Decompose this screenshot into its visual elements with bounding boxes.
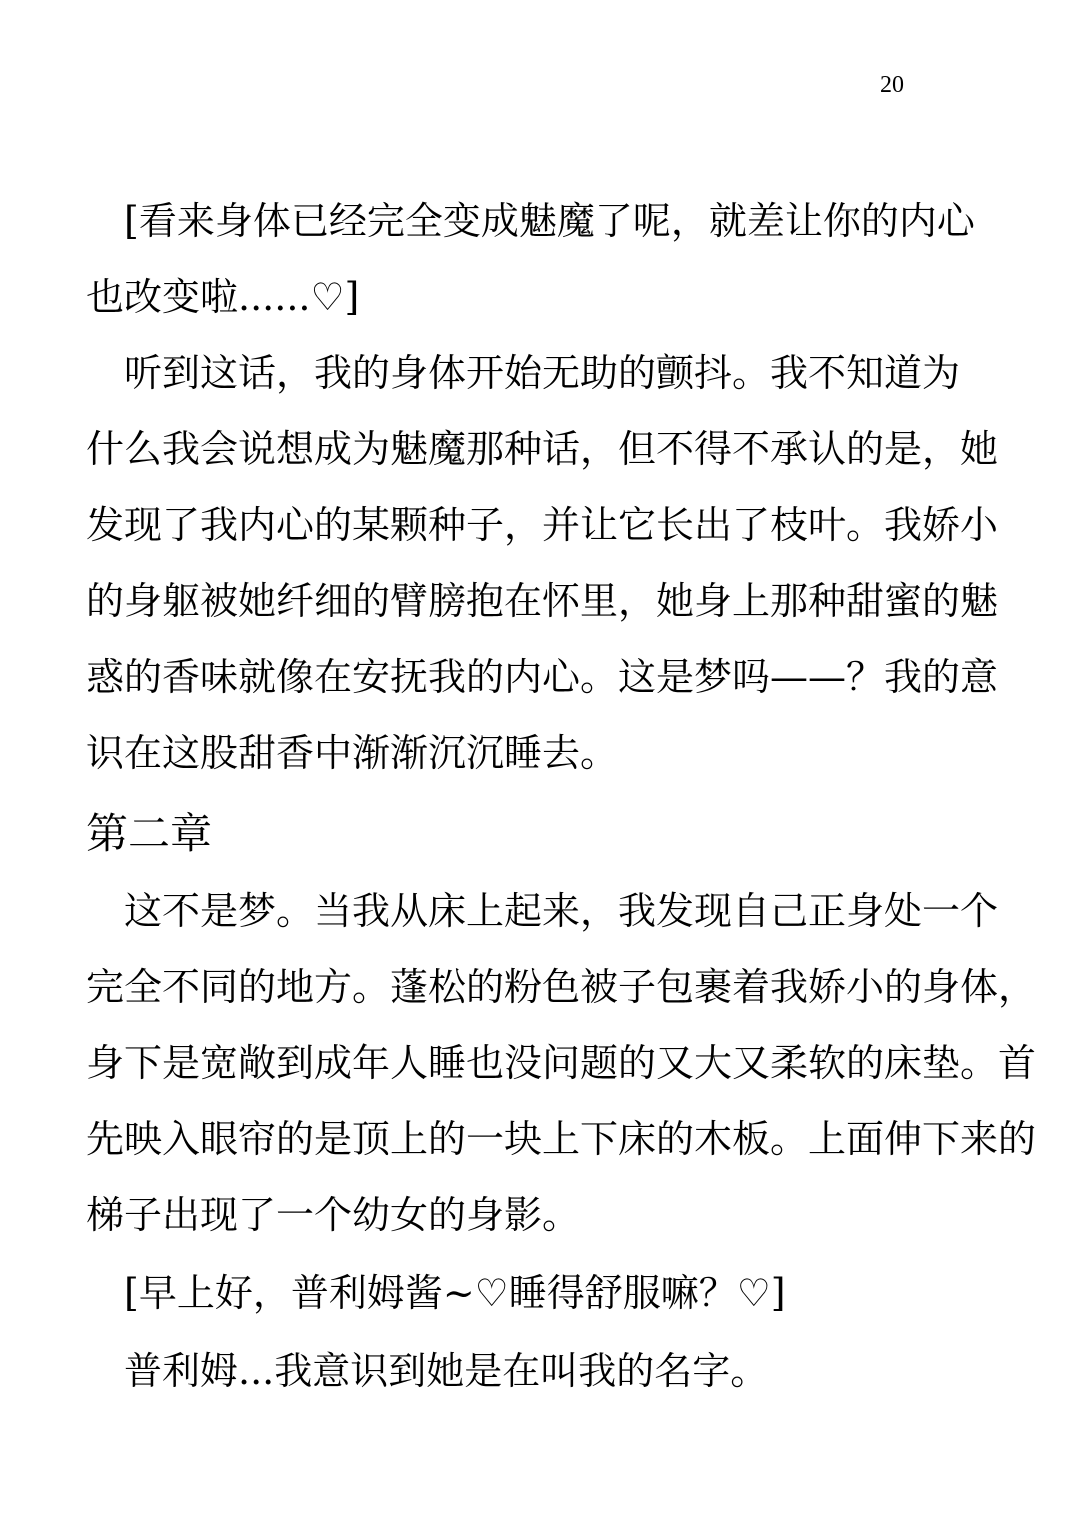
text-line: 听到这话，我的身体开始无助的颤抖。我不知道为 [124, 351, 961, 395]
chapter-heading: 第二章 [86, 809, 213, 858]
text-line: 这不是梦。当我从床上起来，我发现自己正身处一个 [124, 889, 999, 933]
text-line: [早上好，普利姆酱~♡睡得舒服嘛？♡] [124, 1271, 786, 1315]
text-line: 普利姆...我意识到她是在叫我的名字。 [124, 1349, 769, 1393]
text-line: 梯子出现了一个幼女的身影。 [86, 1193, 581, 1237]
text-line: 惑的香味就像在安抚我的内心。这是梦吗——？我的意 [86, 655, 999, 699]
page-number: 20 [880, 72, 904, 98]
text-line: 完全不同的地方。蓬松的粉色被子包裹着我娇小的身体， [86, 965, 1037, 1009]
text-line: 识在这股甜香中渐渐沉沉睡去。 [86, 731, 619, 775]
text-line: 的身躯被她纤细的臂膀抱在怀里，她身上那种甜蜜的魅 [86, 579, 999, 623]
text-line: 发现了我内心的某颗种子，并让它长出了枝叶。我娇小 [86, 503, 999, 547]
text-line: 先映入眼帘的是顶上的一块上下床的木板。上面伸下来的 [86, 1117, 1037, 1161]
text-line: 身下是宽敞到成年人睡也没问题的又大又柔软的床垫。首 [86, 1041, 1037, 1085]
text-line: [看来身体已经完全变成魅魔了呢，就差让你的内心 [124, 199, 975, 243]
text-line: 什么我会说想成为魅魔那种话，但不得不承认的是，她 [86, 427, 999, 471]
text-line: 也改变啦......♡] [86, 275, 360, 319]
